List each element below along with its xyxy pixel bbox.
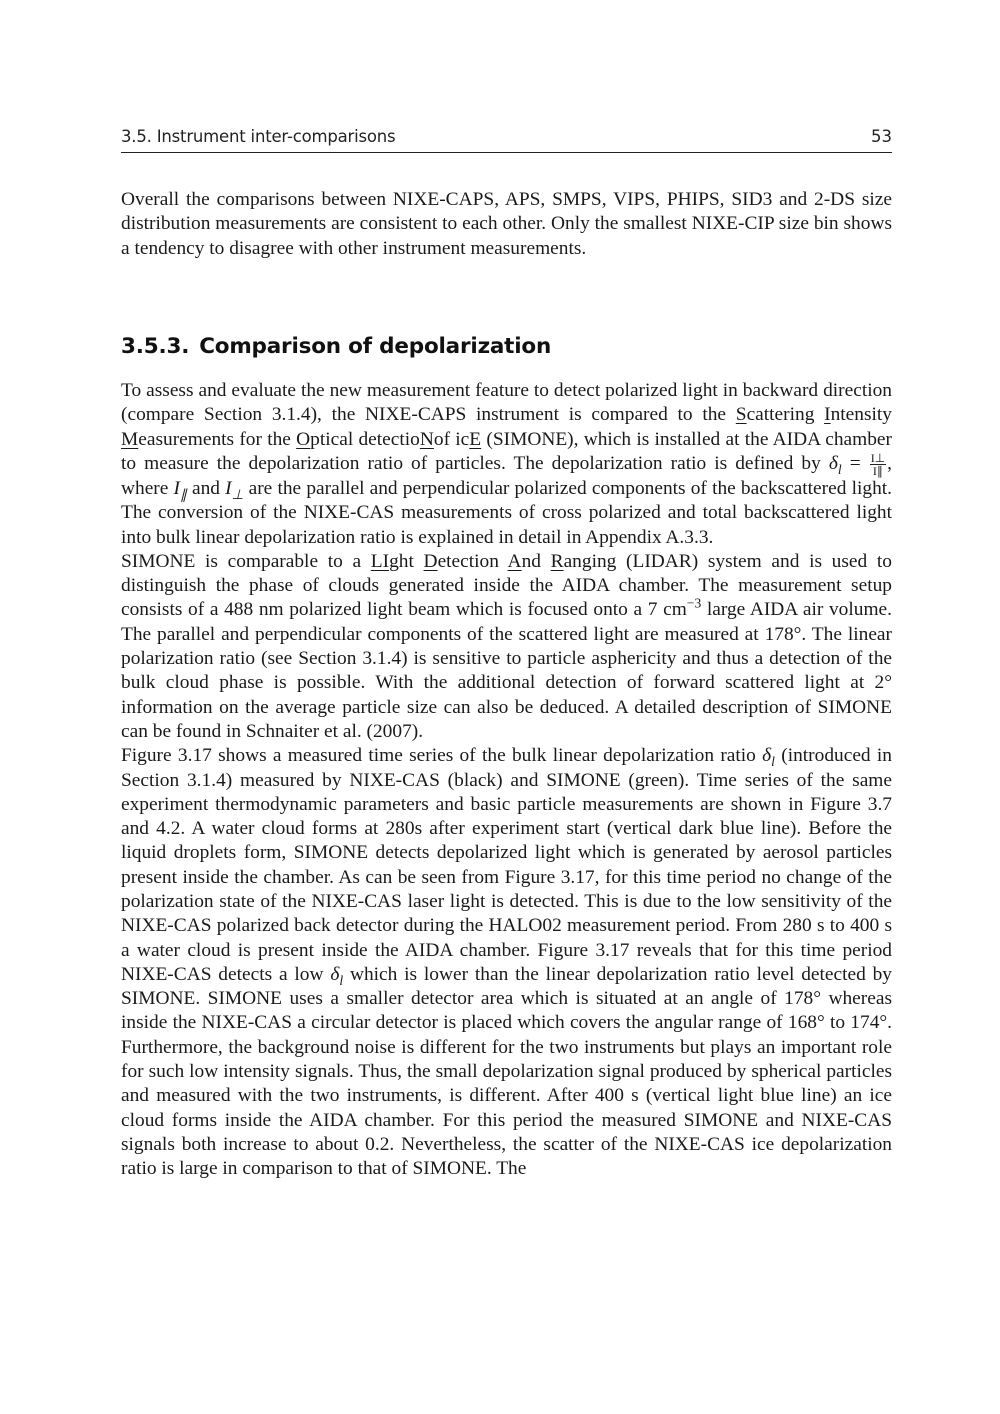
header-section-title: 3.5. Instrument inter-comparisons bbox=[121, 127, 396, 146]
text-run: of ic bbox=[433, 428, 470, 450]
text-run: Figure 3.17 shows a measured time series of the bulk linear depolarization ratio bbox=[121, 745, 763, 767]
text-run: etection bbox=[437, 550, 508, 572]
text-run: SIMONE is comparable to a bbox=[121, 550, 371, 572]
text-run: To assess and evaluate the new measurement feature to detect polarized light in backward direction (compare Section 3.1.4), the NIXE-CAPS instrument is compared to the bbox=[121, 380, 892, 426]
math-delta bbox=[828, 452, 842, 477]
text-run: (introduced in Section 3.1.4) measured by NIXE-CAS (black) and SIMONE (green). Time series of the same experiment thermodynamic parameters and basic particle measurements are shown in Figure 3.7 and 4.2. A water cloud forms at 280s after experiment start (vertical dark blue line). Before the liquid droplets form, SIMONE detects depolarized light which is generated by aerosol particles present inside the chamber. As can be seen from Figure 3.17, for this time period no change of the polarization state of the NIXE-CAS laser light is detected. This is due to the low sensitivity of the NIXE-CAS polarized back detector during the HALO02 measurement period. From 280 s to 400 s a water cloud is present inside the AIDA chamber. Figure 3.17 reveals that for this time period NIXE-CAS detects a low bbox=[121, 745, 892, 985]
subscript: ⊥ bbox=[231, 486, 244, 502]
running-header bbox=[121, 126, 892, 153]
text-run: easurements for the bbox=[138, 428, 297, 450]
paragraph-simone-lidar bbox=[121, 550, 892, 744]
text-run: and bbox=[186, 477, 226, 499]
fraction-numerator: I⊥ bbox=[870, 450, 886, 465]
i-symbol: I bbox=[225, 477, 232, 499]
section-heading bbox=[121, 334, 551, 359]
acronym-letter: N bbox=[419, 428, 434, 450]
text-run: ght bbox=[389, 550, 424, 572]
text-run: (LIDAR) system and is used to distinguish the phase of clouds generated inside the AIDA chamber. The measurement setup consists of a 488 nm polarized light beam which is focused onto a 7 cm bbox=[121, 550, 892, 621]
math-delta bbox=[762, 745, 775, 770]
subscript: ∥ bbox=[180, 486, 187, 502]
delta-symbol: δ bbox=[762, 745, 772, 767]
i-symbol: I bbox=[173, 477, 181, 499]
text-run: cattering bbox=[746, 404, 825, 426]
acronym-letter: A bbox=[507, 550, 522, 572]
math-fraction bbox=[870, 452, 886, 477]
section-number: 3.5.3. bbox=[121, 334, 190, 359]
acronym-letter: E bbox=[469, 428, 482, 450]
superscript: −3 bbox=[686, 595, 702, 611]
paragraph-text: Overall the comparisons between NIXE-CAPS, APS, SMPS, VIPS, PHIPS, SID3 and 2-DS size distribution measurements are consistent to each other. Only the smallest NIXE-CIP size bin shows a tendency to disagree with other instrument measurements. bbox=[121, 189, 892, 259]
math-i-perpendicular bbox=[225, 477, 244, 502]
text-run: ptical detectio bbox=[310, 428, 420, 450]
section-body bbox=[121, 379, 892, 1182]
paragraph-figure-discussion bbox=[121, 744, 892, 1181]
acronym-letter: R bbox=[550, 550, 564, 572]
delta-symbol: δ bbox=[828, 452, 838, 474]
text-run: nd bbox=[521, 550, 551, 572]
acronym-letter: D bbox=[423, 550, 438, 572]
acronym-letter: O bbox=[296, 428, 311, 450]
delta-symbol: δ bbox=[330, 963, 340, 985]
text-run: ntensity bbox=[830, 404, 892, 426]
subscript: l bbox=[837, 461, 842, 477]
intro-paragraph bbox=[121, 188, 892, 261]
acronym-letter: I bbox=[824, 404, 831, 426]
subscript: l bbox=[771, 754, 775, 770]
math-delta bbox=[330, 963, 344, 988]
fraction-denominator: I∥ bbox=[872, 463, 883, 478]
subscript: l bbox=[339, 972, 344, 988]
math-i-parallel bbox=[173, 477, 187, 502]
text-run: anging bbox=[563, 550, 617, 572]
acronym-letter: LI bbox=[370, 550, 390, 572]
equals-sign: = bbox=[841, 452, 869, 474]
text-run: large AIDA air volume. The parallel and perpendicular components of the scattered light are measured at 178°. The linear polarization ratio (see Section 3.1.4) is sensitive to particle asphericity and thus a detection of the bulk cloud phase is possible. With the additional detection of forward scattered light at 2° information on the average particle size can also be deduced. A detailed description of SIMONE can be found in Schnaiter et al. (2007). bbox=[121, 599, 892, 742]
text-run: which is lower than the linear depolarization ratio level detected by SIMONE. SIMONE uses a smaller detector area which is situated at an angle of 178° whereas inside the NIXE-CAS a circular detector is placed which covers the angular range of 168° to 174°. Furthermore, the background noise is different for the two instruments but plays an important role for such low intensity signals. Thus, the small depolarization signal produced by spherical particles and measured with the two instruments, is different. After 400 s (vertical light blue line) an ice cloud forms inside the AIDA chamber. For this period the measured SIMONE and NIXE-CAS signals both increase to about 0.2. Nevertheless, the scatter of the NIXE-CAS ice depolarization ratio is large in comparison to that of SIMONE. The bbox=[121, 963, 893, 1180]
section-title-text: Comparison of depolarization bbox=[199, 334, 552, 359]
text-run: , where bbox=[121, 452, 892, 499]
text-run: (SIMONE), which is installed at the AIDA chamber to measure the depolarization ratio of particles. The depolarization ratio is defined by bbox=[121, 428, 892, 474]
page-number: 53 bbox=[871, 127, 892, 146]
text-run: are the parallel and perpendicular polarized components of the backscattered light. The conversion of the NIXE-CAS measurements of cross polarized and total backscattered light into bulk linear depolarization ratio is explained in detail in Appendix A.3.3. bbox=[121, 477, 892, 548]
acronym-letter: M bbox=[121, 428, 139, 450]
paragraph-simone-intro bbox=[121, 379, 892, 550]
acronym-letter: S bbox=[735, 404, 747, 426]
